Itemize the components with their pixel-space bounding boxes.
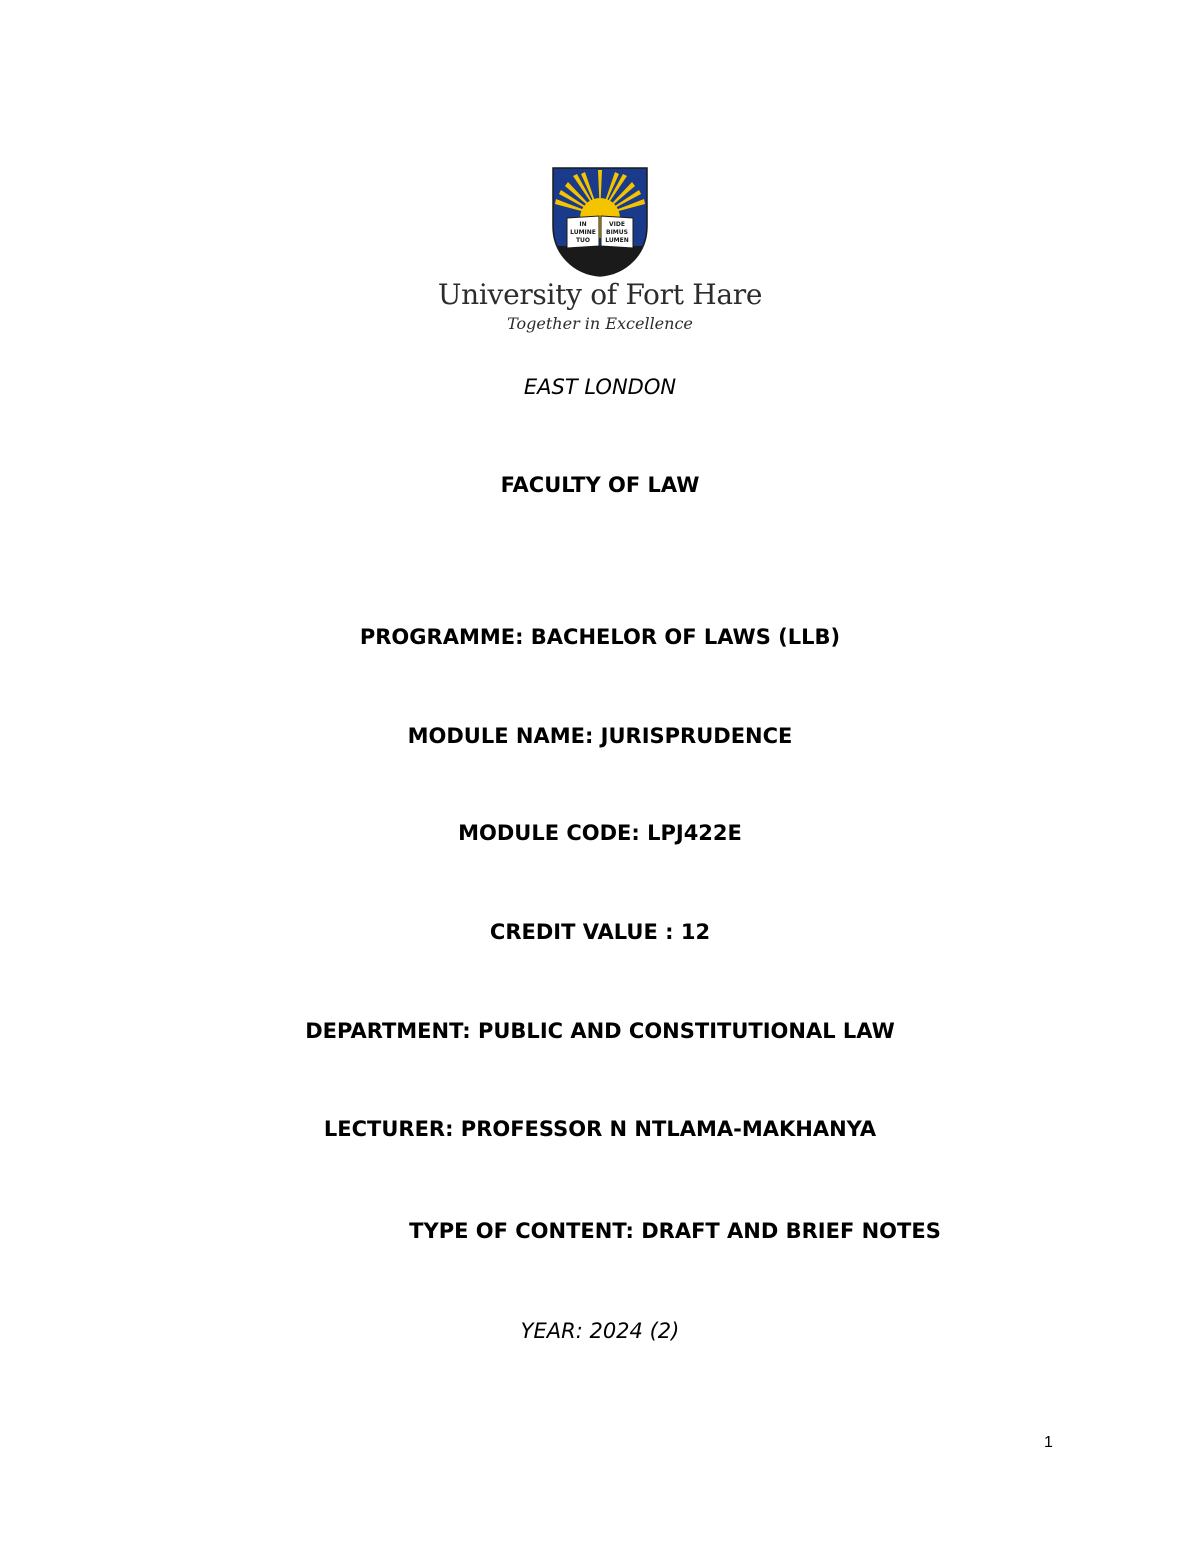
faculty-line: FACULTY OF LAW — [500, 473, 700, 497]
university-crest-icon — [551, 166, 649, 278]
content-type-line: TYPE OF CONTENT: DRAFT AND BRIEF NOTES — [409, 1219, 941, 1243]
book-left-line-2: LUMINE — [570, 229, 596, 236]
book-right-line-1: VIDE — [609, 221, 625, 228]
book-right-line-2: BIMUS — [606, 229, 628, 236]
university-tagline: Together in Excellence — [507, 314, 693, 333]
credit-value-line: CREDIT VALUE : 12 — [489, 920, 711, 944]
university-logo — [0, 166, 1200, 278]
book-left-line-3: TUO — [575, 237, 591, 244]
page-number: 1 — [1044, 1434, 1053, 1451]
year-line: YEAR: 2024 (2) — [520, 1319, 680, 1343]
campus-line: EAST LONDON — [523, 375, 677, 399]
university-name: University of Fort Hare — [437, 278, 763, 311]
lecturer-line: LECTURER: PROFESSOR N NTLAMA-MAKHANYA — [323, 1117, 877, 1141]
programme-line: PROGRAMME: BACHELOR OF LAWS (LLB) — [359, 625, 841, 649]
department-line: DEPARTMENT: PUBLIC AND CONSTITUTIONAL LAW — [305, 1019, 895, 1043]
module-name-line: MODULE NAME: JURISPRUDENCE — [407, 724, 793, 748]
module-code-line: MODULE CODE: LPJ422E — [458, 821, 742, 845]
book-left-line-1: IN — [579, 221, 587, 228]
book-right-line-3: LUMEN — [605, 237, 629, 244]
